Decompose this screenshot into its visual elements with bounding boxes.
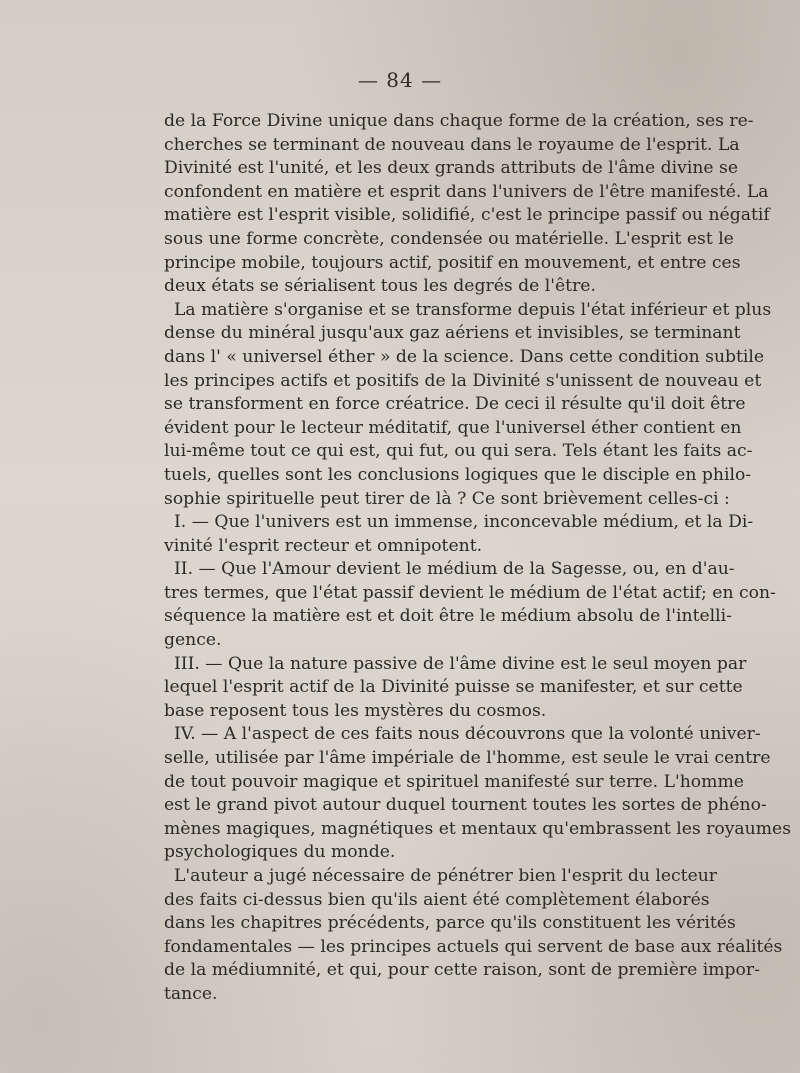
paragraph: [164, 558, 776, 652]
text-line: des faits ci-dessus bien qu'ils aient été complètement élaborés: [164, 889, 710, 910]
text-line: principe mobile, toujours actif, positif en mouvement, et entre ces: [164, 252, 741, 273]
paragraph: [164, 653, 747, 724]
text-line: mènes magiques, magnétiques et mentaux qu'embrassent les royaumes: [164, 818, 792, 839]
text-line: dense du minéral jusqu'aux gaz aériens et invisibles, se terminant: [164, 323, 741, 344]
text-line: Divinité est l'unité, et les deux grands attributs de l'âme divine se: [164, 158, 739, 179]
text-line: sophie spirituelle peut tirer de là ? Ce sont brièvement celles-ci :: [164, 488, 730, 509]
text-line: lequel l'esprit actif de la Divinité puisse se manifester, et sur cette: [164, 677, 743, 698]
text-line: gence.: [164, 630, 222, 651]
text-line: est le grand pivot autour duquel tournent toutes les sortes de phéno-: [164, 795, 767, 816]
text-line: matière est l'esprit visible, solidifié, c'est le principe passif ou négatif: [164, 205, 770, 226]
text-line: tance.: [164, 983, 218, 1004]
text-line: vinité l'esprit recteur et omnipotent.: [164, 535, 483, 556]
text-line: se transforment en force créatrice. De ceci il résulte qu'il doit être: [164, 394, 746, 415]
text-line: tuels, quelles sont les conclusions logiques que le disciple en philo-: [164, 464, 752, 485]
paragraph: [164, 110, 770, 299]
paragraph: [164, 865, 783, 1007]
paragraph: [164, 723, 792, 865]
text-line: de tout pouvoir magique et spirituel manifesté sur terre. L'homme: [164, 771, 744, 792]
text-line: les principes actifs et positifs de la Divinité s'unissent de nouveau et: [164, 370, 762, 391]
body-text: [164, 110, 792, 1007]
paragraph: [164, 511, 754, 558]
text-line: tres termes, que l'état passif devient le médium de l'état actif; en con-: [164, 582, 776, 603]
text-line: séquence la matière est et doit être le médium absolu de l'intelli-: [164, 606, 732, 627]
text-line: évident pour le lecteur méditatif, que l'universel éther contient en: [164, 417, 742, 438]
page-number: — 84 —: [357, 68, 443, 92]
text-line: confondent en matière et esprit dans l'univers de l'être manifesté. La: [164, 181, 769, 202]
paragraph: [164, 299, 772, 511]
text-line: I. — Que l'univers est un immense, inconcevable médium, et la Di-: [174, 512, 754, 533]
text-line: IV. — A l'aspect de ces faits nous découvrons que la volonté univer-: [174, 724, 761, 745]
text-line: deux états se sérialisent tous les degrés de l'être.: [164, 276, 596, 297]
text-line: psychologiques du monde.: [164, 842, 396, 863]
text-line: de la médiumnité, et qui, pour cette raison, sont de première impor-: [164, 960, 760, 981]
text-line: cherches se terminant de nouveau dans le royaume de l'esprit. La: [164, 134, 740, 155]
text-line: lui-même tout ce qui est, qui fut, ou qui sera. Tels étant les faits ac-: [164, 441, 753, 462]
text-line: sous une forme concrète, condensée ou matérielle. L'esprit est le: [164, 228, 734, 249]
text-line: selle, utilisée par l'âme impériale de l'homme, est seule le vrai centre: [164, 748, 771, 769]
text-line: II. — Que l'Amour devient le médium de la Sagesse, ou, en d'au-: [174, 559, 735, 580]
text-line: L'auteur a jugé nécessaire de pénétrer bien l'esprit du lecteur: [174, 866, 718, 886]
text-line: III. — Que la nature passive de l'âme divine est le seul moyen par: [174, 653, 747, 674]
text-line: dans l' « universel éther » de la science. Dans cette condition subtile: [164, 346, 765, 367]
text-line: base reposent tous les mystères du cosmos.: [164, 700, 547, 721]
text-line: de la Force Divine unique dans chaque forme de la création, ses re-: [164, 111, 754, 131]
text-line: La matière s'organise et se transforme depuis l'état inférieur et plus: [174, 299, 772, 320]
text-line: dans les chapitres précédents, parce qu'ils constituent les vérités: [164, 913, 736, 934]
text-line: fondamentales — les principes actuels qui servent de base aux réalités: [164, 936, 783, 957]
